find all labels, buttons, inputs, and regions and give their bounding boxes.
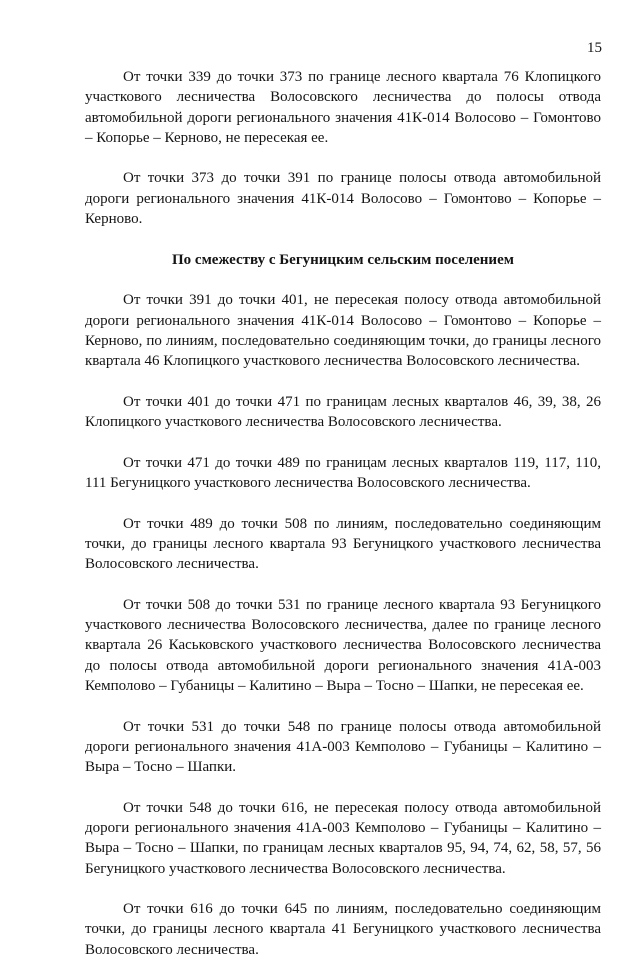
paragraph-531-548: От точки 531 до точки 548 по границе полосы отвода автомобильной дороги регионального значения 41А-003 Кемполово – Губаницы – Калитино – Выра – Тосно – Шапки. — [85, 718, 601, 776]
paragraph-616-645: От точки 616 до точки 645 по линиям, последовательно соединяющим точки, до границы лесного квартала 41 Бегуницкого участкового лесничества Волосовского лесничества. — [85, 901, 601, 958]
paragraph-339-373: От точки 339 до точки 373 по границе лесного квартала 76 Клопицкого участкового лесничества Волосовского лесничества до полосы отвода автомобильной дороги регионального значения 41К-014 Волосово – Гомонтово – Копорье – Керново, не пересекая ее. — [85, 69, 601, 146]
paragraph-401-471: От точки 401 до точки 471 по границам лесных кварталов 46, 39, 38, 26 Клопицкого участкового лесничества Волосовского лесничества. — [85, 393, 601, 431]
document-body — [85, 67, 601, 980]
section-heading: По смежеству с Бегуницким сельским поселением — [172, 251, 514, 268]
paragraph-391-401: От точки 391 до точки 401, не пересекая полосу отвода автомобильной дороги регионального значения 41К-014 Волосово – Гомонтово – Копорье – Керново, по линиям, последовательно соединяющим точки, до границы лесного квартала 46 Клопицкого участкового лесничества Волосовского лесничества. — [85, 292, 601, 370]
paragraph-471-489: От точки 471 до точки 489 по границам лесных кварталов 119, 117, 110, 111 Бегуницкого участкового лесничества Волосовского лесничества. — [85, 454, 601, 491]
paragraph-508-531: От точки 508 до точки 531 по границе лесного квартала 93 Бегуницкого участкового лесничества Волосовского лесничества, далее по границе лесного квартала 26 Каськовского участкового лесничества Волосовского лесничества до полосы отвода автомобильной дороги регионального значения 41А-003 Кемполово – Губаницы – Калитино – Выра – Тосно – Шапки, не пересекая ее. — [85, 596, 601, 694]
paragraph-373-391: От точки 373 до точки 391 по границе полосы отвода автомобильной дороги регионального значения 41К-014 Волосово – Гомонтово – Копорье – Керново. — [85, 170, 601, 228]
paragraph-489-508: От точки 489 до точки 508 по линиям, последовательно соединяющим точки, до границы лесного квартала 93 Бегуницкого участкового лесничества Волосовского лесничества. — [85, 515, 601, 573]
page-number: 15 — [587, 40, 602, 56]
paragraph-548-616: От точки 548 до точки 616, не пересекая полосу отвода автомобильной дороги регионального значения 41А-003 Кемполово – Губаницы – Калитино – Выра – Тосно – Шапки, по границам лесных кварталов 95, 94, 74, 62, 58, 57, 56 Бегуницкого участкового лесничества Волосовского лесничества. — [85, 799, 601, 877]
